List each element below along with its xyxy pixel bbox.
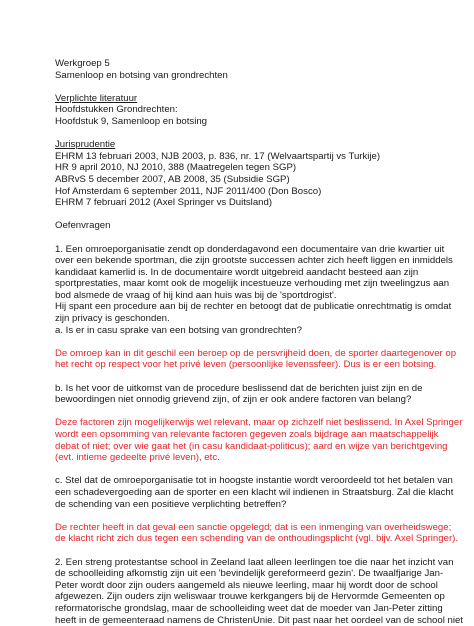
paragraph-line: de schoolleiding afkomstig zijn uit een 'bevindelijk gereformeerd gezin'. De twaalfjarige Jan- xyxy=(55,568,442,580)
literature-list xyxy=(55,104,442,127)
answer-line: De rechter heeft in dat geval een sanctie opgelegd; dat is een inmenging van overheidswege; xyxy=(55,522,442,534)
paragraph-line: bewoordingen niet onnodig grievend zijn, of zijn er ook andere factoren van belang? xyxy=(55,394,442,406)
paragraph-line: de schending van een positieve verplichting betreffen? xyxy=(55,499,442,511)
answer-c xyxy=(55,522,442,545)
question-b xyxy=(55,383,442,406)
literature-heading: Verplichte literatuur xyxy=(55,93,442,105)
question-c xyxy=(55,475,442,510)
answer-line: de klacht richt zich dus tegen een schending van de onthoudingsplicht (vgl. bijv. Axel Springer). xyxy=(55,533,442,545)
case-item: HR 9 april 2010, NJ 2010, 388 (Maatregelen tegen SGP) xyxy=(55,162,442,174)
group-title: Werkgroep 5 xyxy=(55,58,442,70)
answer-line: het recht op respect voor het privé leven (persoonlijke levenssfeer). Dus is er een botsing. xyxy=(55,359,442,371)
paragraph-line: zijn privacy is geschonden. xyxy=(55,313,442,325)
answer-line: (evt. intieme gedeelte privé leven), etc. xyxy=(55,452,442,464)
paragraph-line: een schadevergoeding aan de sporter en een klacht wil indienen in Straatsburg. Zal die klacht xyxy=(55,487,442,499)
paragraph-line: sportprestaties, maar komt ook de mogelijk incestueuze verhouding met zijn tweelingzus aan xyxy=(55,278,442,290)
answer-b xyxy=(55,417,442,463)
paragraph-line: 1. Een omroeporganisatie zendt op donderdagavond een documentaire van drie kwartier uit xyxy=(55,244,442,256)
paragraph-line: reformatorische grondslag, maar de schoolleiding weet dat de moeder van Jan-Peter zitting xyxy=(55,603,442,615)
answer-line: De omroep kan in dit geschil een beroep op de persvrijheid doen, de sporter daartegenover op xyxy=(55,348,442,360)
paragraph-line: heeft in de gemeenteraad namens de ChristenUnie. Dit past naar het oordeel van de school niet xyxy=(55,615,442,626)
exercises-heading: Oefenvragen xyxy=(55,220,442,232)
paragraph-line: b. Is het voor de uitkomst van de procedure beslissend dat de berichten juist zijn en de xyxy=(55,383,442,395)
case-item: EHRM 7 februari 2012 (Axel Springer vs Duitsland) xyxy=(55,197,442,209)
answer-a xyxy=(55,348,442,371)
question-2-intro xyxy=(55,557,442,626)
jurisprudence-heading: Jurisprudentie xyxy=(55,139,442,151)
question-a: a. Is er in casu sprake van een botsing van grondrechten? xyxy=(55,325,442,337)
answer-line: wordt een opsomming van relevante factoren gegeven zoals bijdrage aan maatschappelijk xyxy=(55,429,442,441)
case-item: Hof Amsterdam 6 september 2011, NJF 2011/400 (Don Bosco) xyxy=(55,186,442,198)
paragraph-line: afgewezen. Zijn ouders zijn weliswaar trouwe kerkgangers bij de Hervormde Gemeenten op xyxy=(55,591,442,603)
jurisprudence-list xyxy=(55,151,442,209)
answer-line: Deze factoren zijn mogelijkerwijs wel relevant, maar op zichzelf niet beslissend. In Axel Springer xyxy=(55,417,442,429)
paragraph-line: Peter wordt door zijn ouders aangemeld als nieuwe leerling, maar hij wordt door de school xyxy=(55,580,442,592)
case-item: ABRvS 5 december 2007, AB 2008, 35 (Subsidie SGP) xyxy=(55,174,442,186)
literature-item: Hoofdstuk 9, Samenloop en botsing xyxy=(55,116,442,128)
paragraph-line: over een bekende sportman, die zijn grootste successen achter zich heeft liggen en inmiddels xyxy=(55,255,442,267)
paragraph-line: c. Stel dat de omroeporganisatie tot in hoogste instantie wordt veroordeeld tot het betalen van xyxy=(55,475,442,487)
topic-title: Samenloop en botsing van grondrechten xyxy=(55,70,442,82)
question-1-intro xyxy=(55,244,442,337)
paragraph-line: 2. Een streng protestantse school in Zeeland laat alleen leerlingen toe die naar het inzicht van xyxy=(55,557,442,569)
case-item: EHRM 13 februari 2003, NJB 2003, p. 836, nr. 17 (Welvaartspartij vs Turkije) xyxy=(55,151,442,163)
paragraph-line: Hij spant een procedure aan bij de rechter en betoogt dat de publicatie onrechtmatig is omdat xyxy=(55,301,442,313)
literature-item: Hoofdstukken Grondrechten: xyxy=(55,104,442,116)
paragraph-line: bod alsmede de vraag of hij kind aan huis was bij de 'sportdrogist'. xyxy=(55,290,442,302)
answer-line: debat of niet; over wie gaat het (in casu kandidaat-politicus); aard en wijze van berichtgeving xyxy=(55,441,442,453)
paragraph-line: kandidaat kamerlid is. In de documentaire wordt uitgebreid aandacht besteed aan zijn xyxy=(55,267,442,279)
